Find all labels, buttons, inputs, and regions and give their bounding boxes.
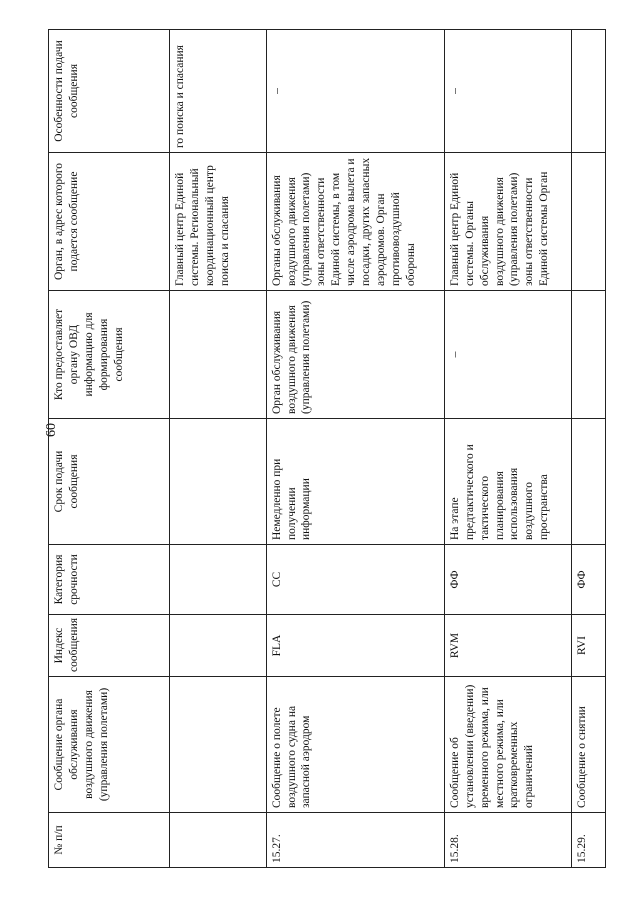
header-deadline: Срок подачи сообщения (49, 419, 170, 545)
table-row (266, 30, 444, 868)
header-message: Сообщение органа обслуживания воздушного движения (управления полетами) (49, 677, 170, 813)
cell-features (571, 30, 605, 153)
cell-provider (169, 291, 266, 419)
cell-features: – (444, 30, 571, 153)
cell-provider (571, 291, 605, 419)
cell-deadline: Немедленно при получении информации (266, 419, 444, 545)
cell-provider: Орган обслуживания воздушного движения (управления полетами) (266, 291, 444, 419)
cell-deadline (571, 419, 605, 545)
cell-message (169, 677, 266, 813)
table-header-row (49, 30, 170, 868)
header-provider: Кто предоставляет органу ОВД информацию для формирования сообщения (49, 291, 170, 419)
cell-recipient: Органы обслуживания воздушного движения (управления полетами) зоны ответственности Единой системы, в том числе аэродрома вылета и посадки, других запасных аэродромов. Орган противовоздушной обороны (266, 153, 444, 291)
table-row (169, 30, 266, 868)
cell-index: RVM (444, 615, 571, 677)
cell-category: ФФ (571, 545, 605, 615)
cell-num: 15.28. (444, 813, 571, 868)
cell-message: Сообщение о полете воздушного судна на запасной аэродром (266, 677, 444, 813)
cell-category: ФФ (444, 545, 571, 615)
cell-index: FLA (266, 615, 444, 677)
header-features: Особенности подачи сообщения (49, 30, 170, 153)
header-recipient: Орган, в адрес которого подается сообщение (49, 153, 170, 291)
cell-features: – (266, 30, 444, 153)
page-number: 60 (44, 423, 59, 437)
cell-deadline (169, 419, 266, 545)
cell-num: 15.27. (266, 813, 444, 868)
cell-provider: – (444, 291, 571, 419)
cell-message: Сообщение об установлении (введении) временного режима, или местного режима, или кратковременных ограничений (444, 677, 571, 813)
rotated-page-content (48, 30, 606, 868)
cell-message: Сообщение о снятии (571, 677, 605, 813)
cell-num (169, 813, 266, 868)
cell-index: RVI (571, 615, 605, 677)
table-row (444, 30, 571, 868)
cell-num: 15.29. (571, 813, 605, 868)
cell-deadline: На этапе предтактического и тактического планирования использования воздушного пространства (444, 419, 571, 545)
header-num: № п/п (49, 813, 170, 868)
cell-recipient (571, 153, 605, 291)
cell-features: го поиска и спасания (169, 30, 266, 153)
cell-recipient: Главный центр Единой системы. Региональный координационный центр поиска и спасания (169, 153, 266, 291)
cell-recipient: Главный центр Единой системы. Органы обслуживания воздушного движения (управления полетами) зоны ответственности Единой системы Орган (444, 153, 571, 291)
cell-category (169, 545, 266, 615)
table-row (571, 30, 605, 868)
header-index: Индекс сообщения (49, 615, 170, 677)
messages-table (48, 29, 606, 868)
cell-index (169, 615, 266, 677)
header-category: Категория срочности (49, 545, 170, 615)
cell-category: СС (266, 545, 444, 615)
